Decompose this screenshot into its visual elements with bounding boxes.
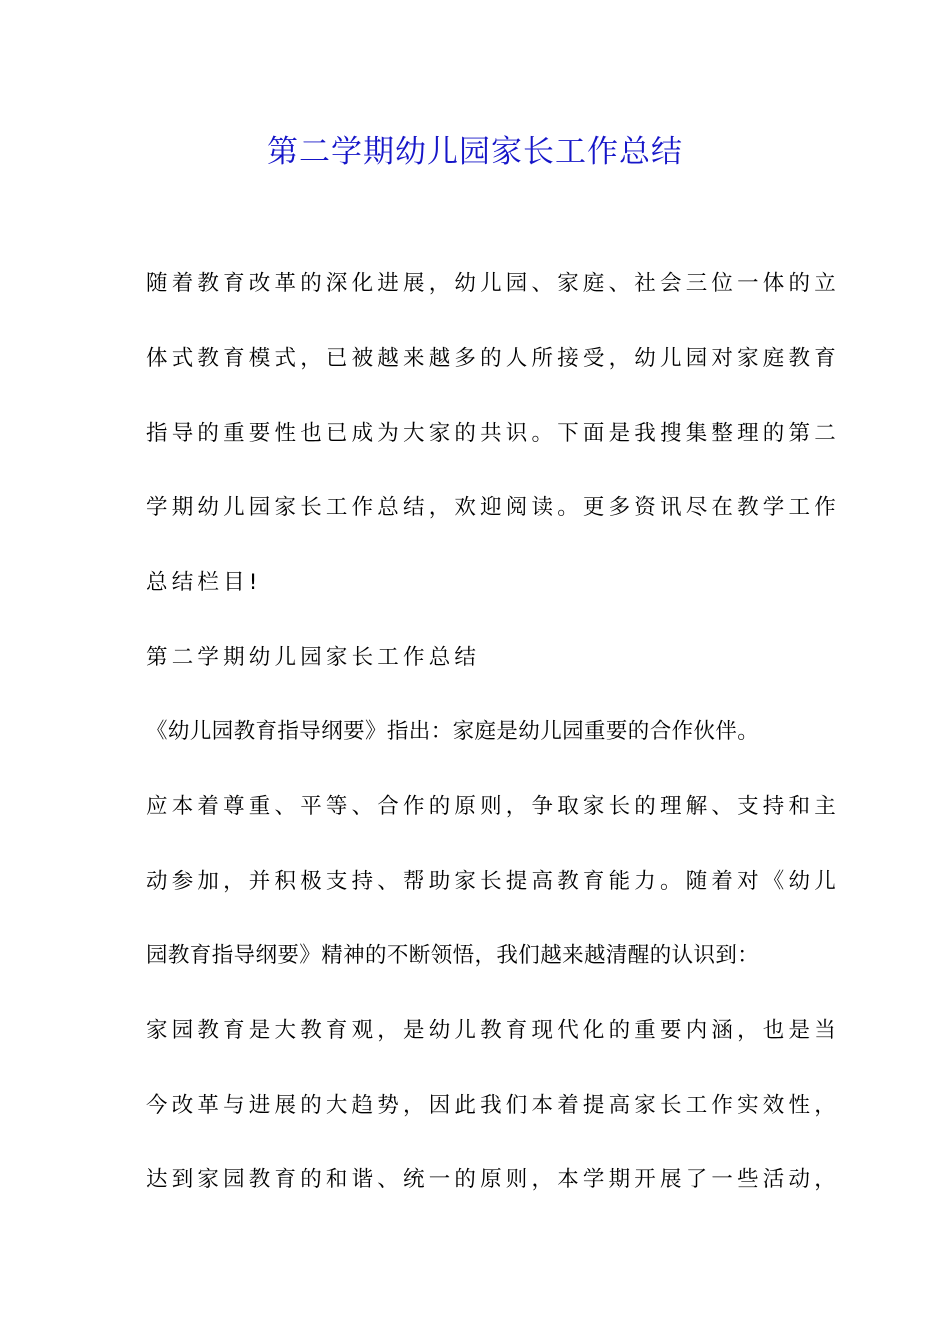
paragraph-line: 达到家园教育的和谐、统一的原则，本学期开展了一些活动， (146, 1167, 840, 1192)
document-title: 第二学期幼儿园家长工作总结 (267, 134, 683, 170)
paragraph-line: 应本着尊重、平等、合作的原则，争取家长的理解、支持和主 (146, 794, 840, 819)
paragraph-line: 指导的重要性也已成为大家的共识。下面是我搜集整理的第二 (146, 421, 840, 446)
section-heading: 第二学期幼儿园家长工作总结 (146, 645, 481, 670)
paragraph-line: 总结栏目! (146, 570, 262, 595)
paragraph-line: 学期幼儿园家长工作总结，欢迎阅读。更多资讯尽在教学工作 (146, 495, 840, 520)
paragraph-line: 今改革与进展的大趋势，因此我们本着提高家长工作实效性， (146, 1093, 840, 1118)
paragraph-line: 体式教育模式，已被越来越多的人所接受，幼儿园对家庭教育 (146, 346, 840, 371)
paragraph-line: 家园教育是大教育观，是幼儿教育现代化的重要内涵，也是当 (146, 1018, 840, 1043)
paragraph-line: 《幼儿园教育指导纲要》指出：家庭是幼儿园重要的合作伙伴。 (146, 719, 760, 744)
paragraph-line: 随着教育改革的深化进展，幼儿园、家庭、社会三位一体的立 (146, 271, 840, 296)
paragraph-line: 园教育指导纲要》精神的不断领悟，我们越来越清醒的认识到： (146, 943, 760, 968)
paragraph-line: 动参加，并积极支持、帮助家长提高教育能力。随着对《幼儿 (146, 869, 840, 894)
